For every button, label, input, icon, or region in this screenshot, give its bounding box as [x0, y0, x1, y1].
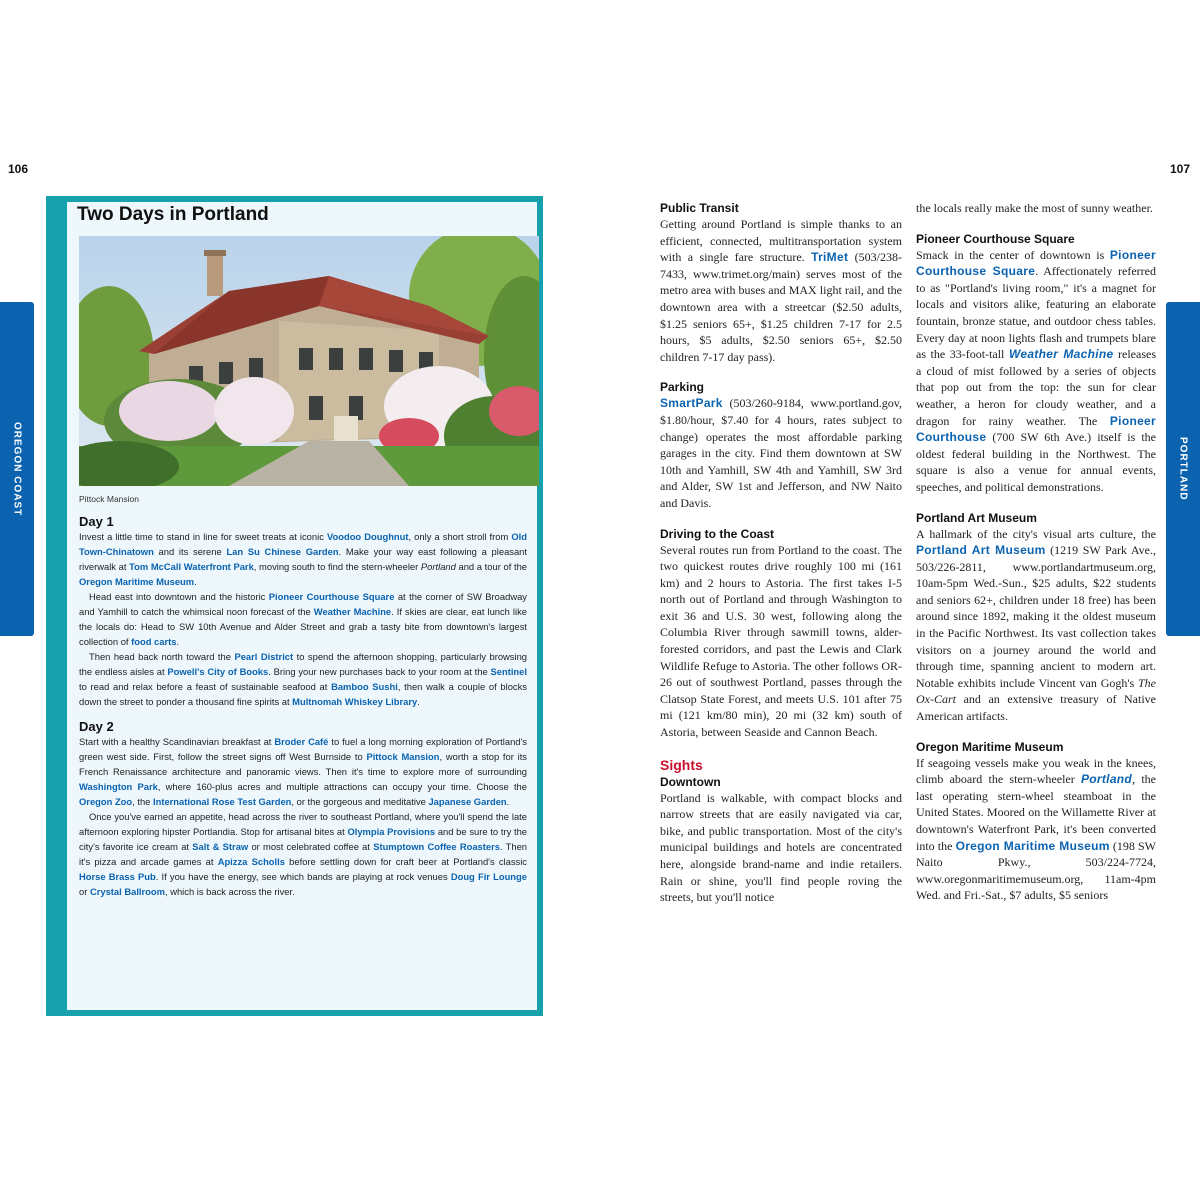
public-transit-heading: Public Transit: [660, 201, 739, 215]
art-museum-text: A hallmark of the city's visual arts culture, the Portland Art Museum (1219 SW Park Ave., 503/226-2811, www.portlandartmuseum.org, 10am-5pm Wed.-Sun., $25 adults, $22 students and seniors 62+, children under 18 free) has been around since 1892, making it the oldest museum in the Pacific Northwest. Its vast collection takes visitors on a journey around the world and through time, spanning ancient to modern art. Notable exhibits include Vincent van Gogh's The Ox-Cart and an extensive treasury of Native American artifacts.: [916, 526, 1156, 724]
continuation-text: the locals really make the most of sunny weather.: [916, 201, 1153, 215]
sidebar-title: Two Days in Portland: [77, 204, 269, 225]
day2-paragraph: Once you've earned an appetite, head across the river to southeast Portland, where you'll spend the late afternoon exploring hipster Portlandia. Stop for artisanal bites at Olympia Provisions and be sure to try the city's favorite ice cream at Salt & Straw or most celebrated coffee at Stumptown Coffee Roasters. Then it's pizza and arcade games at Apizza Scholls before settling down for craft beer at Portland's classic Horse Brass Pub. If you have the energy, see which bands are playing at rock venues Doug Fir Lounge or Crystal Ballroom, which is back across the river.: [79, 811, 528, 897]
itinerary-sidebar: [46, 196, 543, 1016]
day2-heading: Day 2: [79, 719, 114, 734]
public-transit-text: Getting around Portland is simple thanks to an efficient, connected, multitransportation system with a single fare structure. TriMet (503/238-7433, www.trimet.org/main) serves most of the metro area with buses and MAX light rail, and the downtown area with a streetcar ($2.50 adults, $1.25 seniors 65+, $1.25 children 7-17 for 2.5 hours, $5 adults, $2.50 seniors 65+, $2.50 children 7-17 day pass).: [660, 217, 903, 364]
parking-text: SmartPark (503/260-9184, www.portland.gov, $1.80/hour, $7.40 for 4 hours, rates subject to change) operates the most affordable parking garages in the city. Find them downtown at SW 10th and Yamhill, SW 4th and Yamhill, SW 3rd and Alder, SW 1st and Jefferson, and NW Naito and Davis.: [660, 396, 902, 510]
maritime-museum-heading: Oregon Maritime Museum: [916, 739, 1064, 754]
sights-heading: Sights: [660, 756, 703, 773]
pittock-mansion-photo: [79, 236, 539, 486]
day1-paragraph: Head east into downtown and the historic Pioneer Courthouse Square at the corner of SW Broadway and Yamhill to catch the whimsical noon forecast of the Weather Machine. If skies are clear, eat lunch like the locals do: Head to SW 10th Avenue and Alder Street and grab a tasty bite from downtown's largest collection of food carts.: [79, 591, 527, 647]
itinerary-sidebar-content: [67, 202, 537, 1010]
place-link[interactable]: Stumptown Coffee Roasters: [373, 841, 500, 852]
place-link[interactable]: Pittock Mansion: [366, 751, 440, 762]
place-link[interactable]: Pioneer Courthouse Square: [268, 591, 395, 602]
art-museum-section: [916, 510, 1156, 725]
parking-heading: Parking: [660, 380, 705, 395]
parking-section: [660, 379, 902, 511]
place-link[interactable]: Horse Brass Pub: [79, 871, 156, 882]
maritime-museum-text: If seagoing vessels make you weak in the knees, climb aboard the stern-wheeler Portland, the last operating stern-wheel steamboat in the United States. Moored on the Willamette River at downtown's Waterfront Park, it's been converted into the Oregon Maritime Museum (198 SW Naito Pkwy., 503/224-7724, www.oregonmaritimemuseum.org, 11am-4pm Wed. and Fri.-Sat., $7 adults, $5 seniors: [916, 755, 1156, 903]
maritime-museum-section: [916, 739, 1156, 904]
place-link[interactable]: Tom McCall Waterfront Park: [129, 561, 254, 572]
place-link[interactable]: Bamboo Sushi: [331, 681, 398, 692]
place-link[interactable]: Washington Park: [79, 781, 158, 792]
day1-text: [79, 529, 527, 709]
right-page-column-2: [916, 200, 1156, 914]
downtown-subheading: Downtown: [660, 774, 721, 789]
downtown-text: Portland is walkable, with compact blocks and narrow streets that are easily navigated via car, bike, and public transportation. Most of the city's municipal buildings and hotels are concentrated here, alongside brand-name and indie retailers. Rain or shine, you'll find people roving the streets, but you'll notice: [660, 790, 902, 905]
place-link[interactable]: Crystal Ballroom: [89, 886, 165, 897]
place-link[interactable]: Lan Su Chinese Garden: [226, 546, 339, 557]
day1-paragraph: Invest a little time to stand in line for sweet treats at iconic Voodoo Doughnut, only a short stroll from Old Town-Chinatown and its serene Lan Su Chinese Garden. Make your way east following a pleasant riverwalk at Tom McCall Waterfront Park, moving south to find the stern-wheeler Portland and a tour of the Oregon Maritime Museum.: [79, 531, 528, 587]
right-page-column-1: [660, 200, 902, 916]
place-link[interactable]: Japanese Garden: [428, 796, 507, 807]
chapter-tab-portland[interactable]: [1166, 302, 1200, 636]
pioneer-square-heading: Pioneer Courthouse Square: [916, 231, 1075, 246]
place-link[interactable]: Portland Art Museum: [916, 543, 1046, 558]
place-link[interactable]: International Rose Test Garden: [152, 796, 292, 807]
sights-section: [660, 757, 902, 906]
chapter-tab-oregon-coast[interactable]: [0, 302, 34, 636]
right-page-number: 107: [1169, 162, 1190, 176]
day1-paragraph: Then head back north toward the Pearl District to spend the afternoon shopping, particularly browsing the endless aisles at Powell's City of Books. Bring your new purchases back to your room at the Sentinel to read and relax before a feast of sustainable seafood at Bamboo Sushi, then walk a couple of blocks down the street to ponder a thousand fine spirits at Multnomah Whiskey Library.: [79, 651, 528, 707]
place-link[interactable]: Voodoo Doughnut: [326, 531, 409, 542]
public-transit-section: [660, 200, 902, 365]
place-link[interactable]: Pearl District: [234, 651, 294, 662]
place-link[interactable]: Pioneer Courthouse Square: [916, 247, 1156, 279]
art-museum-heading: Portland Art Museum: [916, 510, 1037, 525]
day2-paragraph: Start with a healthy Scandinavian breakfast at Broder Café to fuel a long morning exploration of Portland's green west side. First, follow the street signs off West Burnside to Pittock Mansion, worth a stop for its French Renaissance architecture and panoramic views. Then it's time to explore more of surrounding Washington Park, where 160-plus acres and multiple attractions can occupy your time. Choose the Oregon Zoo, the International Rose Test Garden, or the gorgeous and meditative Japanese Garden.: [79, 736, 527, 807]
place-link[interactable]: Old Town-Chinatown: [79, 531, 528, 557]
place-link[interactable]: Broder Café: [274, 736, 329, 747]
place-link[interactable]: Oregon Maritime Museum: [79, 576, 195, 587]
pioneer-square-text: Smack in the center of downtown is Pioneer Courthouse Square. Affectionately referred to as "Portland's living room," it's a magnet for locals and visitors alike, featuring an elaborate fountain, bronze statue, and outdoor chess tables. Every day at noon lights flash and trumpets blare as the 33-foot-tall Weather Machine releases a cloud of mist followed by a series of objects that pop out from the top: the sun for clear weather, a heron for cloudy weather, and a dragon for rainy weather. The Pioneer Courthouse (700 SW 6th Ave.) itself is the oldest federal building in the Northwest. The square is also a venue for annual events, speeches, and political demonstrations.: [916, 247, 1157, 494]
place-link[interactable]: Powell's City of Books: [167, 666, 269, 677]
place-link[interactable]: Oregon Maritime Museum: [955, 838, 1110, 853]
driving-section: [660, 526, 902, 741]
mansion-illustration: [79, 236, 539, 486]
place-link[interactable]: Apizza Scholls: [217, 856, 285, 867]
driving-text: Several routes run from Portland to the coast. The two quickest routes drive roughly 100 mi (161 km) and 2 hours to Astoria. The first takes I-5 north out of Portland and through Washington to exit 36 and U.S. 30 west, following along the Columbia River through sawmill towns, alder-forested corridors, and past the Lewis and Clark Wildlife Refuge to Astoria. The other follows OR-26 out of southwest Portland, passes through the Clatsop State Forest, and meets U.S. 101 after 75 mi (121 km/80 min), 20 mi (32 km) south of Astoria, between Seaside and Cannon Beach.: [660, 542, 902, 740]
place-link[interactable]: TriMet: [811, 250, 849, 265]
chapter-tab-label: PORTLAND: [1177, 437, 1189, 501]
place-link[interactable]: Weather Machine: [313, 606, 392, 617]
place-link[interactable]: Weather Machine: [1008, 347, 1114, 362]
place-link[interactable]: Portland: [1080, 772, 1133, 787]
chapter-tab-label: OREGON COAST: [11, 421, 23, 517]
day2-text: [79, 734, 527, 899]
left-page-number: 106: [8, 162, 29, 176]
place-link[interactable]: SmartPark: [660, 396, 723, 411]
place-link[interactable]: Multnomah Whiskey Library: [292, 696, 418, 707]
place-link[interactable]: Pioneer Courthouse: [916, 413, 1156, 445]
place-link[interactable]: Doug Fir Lounge: [450, 871, 527, 882]
day1-heading: Day 1: [79, 514, 114, 529]
photo-caption: Pittock Mansion: [79, 494, 139, 504]
pioneer-square-section: [916, 231, 1156, 496]
driving-heading: Driving to the Coast: [660, 526, 775, 541]
place-link[interactable]: Sentinel: [490, 666, 527, 677]
place-link[interactable]: Salt & Straw: [192, 841, 249, 852]
place-link[interactable]: food carts: [131, 636, 177, 647]
place-link[interactable]: Olympia Provisions: [347, 826, 436, 837]
place-link[interactable]: Oregon Zoo: [79, 796, 133, 807]
